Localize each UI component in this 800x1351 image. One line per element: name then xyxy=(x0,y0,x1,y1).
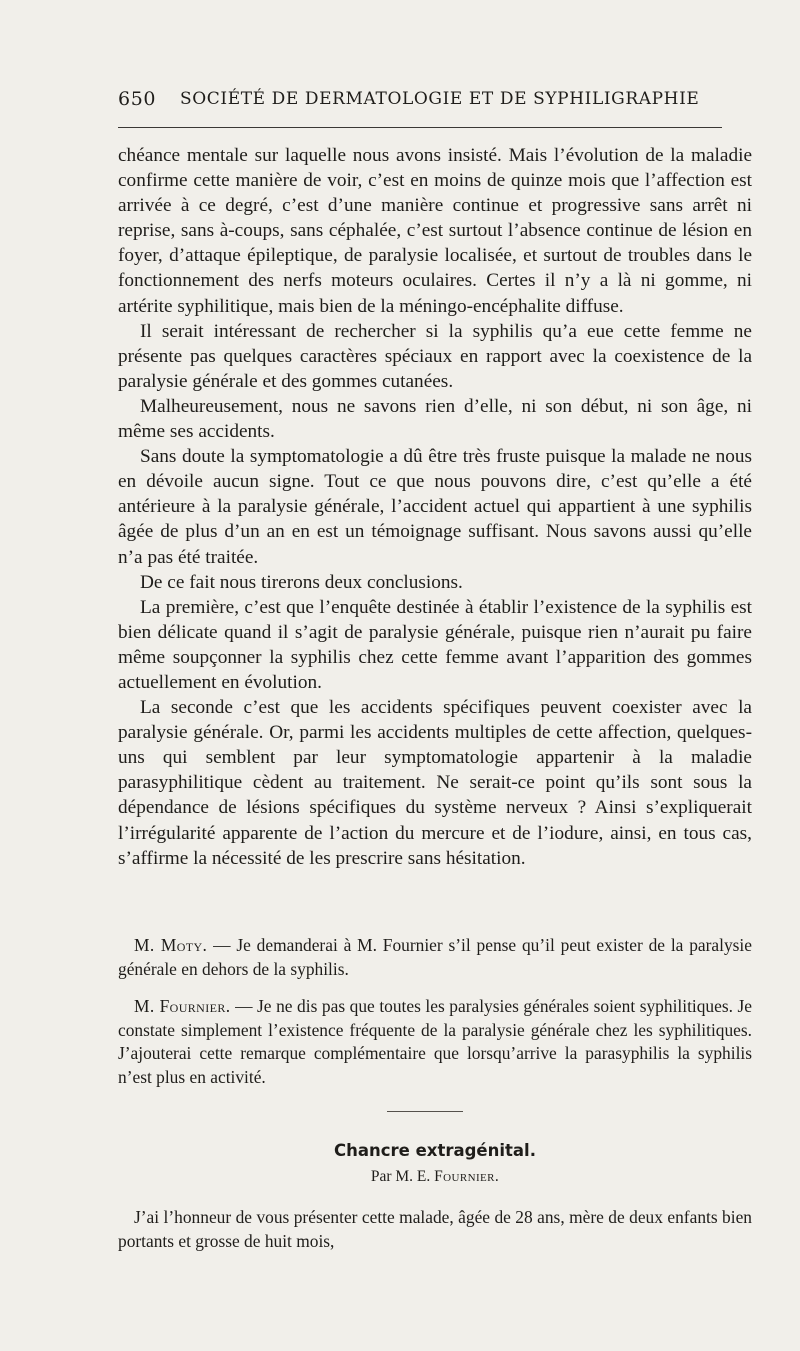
running-title: SOCIÉTÉ DE DERMATOLOGIE ET DE SYPHILIGRAPHIE xyxy=(180,89,700,109)
paragraph: La première, c’est que l’enquête destinée à établir l’existence de la syphilis est bien délicate quand il s’agit de paralysie générale, puisque rien n’aurait pu faire même soupçonner la syphilis chez cette femme avant l’apparition des gommes actuellement en évolution. xyxy=(118,596,752,693)
main-text xyxy=(118,143,752,871)
paragraph: La seconde c’est que les accidents spécifiques peuvent coexister avec la paralysie générale. Or, parmi les accidents multiples de cette affection, quelques-uns qui semblent par leur symptomatologie appartenir à la maladie parasyphilitique cèdent au traitement. Ne serait-ce point qu’ils sont sous la dépendance de lésions spécifiques du système nerveux ? Ainsi s’expliquerait l’irrégularité apparente de l’action du mercure et de l’iodure, ainsi, en tous cas, s’affirme la nécessité de les prescrire sans hésitation. xyxy=(118,697,752,869)
discussion-entry xyxy=(118,995,752,1089)
paragraph: Sans doute la symptomatologie a dû être très fruste puisque la malade ne nous en dévoile aucun signe. Tout ce que nous pouvons dire, c’est qu’elle a été antérieure à la paralysie générale, l’accident actuel qui appartient à une syphilis âgée de plus d’un an en est un témoignage suffisant. Nous savons aussi qu’elle n’a pas été traitée. xyxy=(118,446,752,568)
header-rule xyxy=(118,127,722,128)
article-byline xyxy=(118,1168,752,1186)
section-divider xyxy=(387,1111,463,1112)
speaker-name: M. Moty. xyxy=(134,935,208,955)
byline-author: Fournier. xyxy=(434,1168,500,1185)
discussion xyxy=(118,934,752,1103)
article-title: Chancre extragénital. xyxy=(334,1141,536,1160)
speaker-remark: — Je demanderai à M. Fournier s’il pense qu’il peut exister de la paralysie générale en dehors de la syphilis. xyxy=(118,935,752,979)
paragraph: Il serait intéressant de rechercher si la syphilis qu’a eue cette femme ne présente pas quelques caractères spéciaux en rapport avec la coexistence de la paralysie générale et des gommes cutanées. xyxy=(118,320,752,392)
page-number: 650 xyxy=(118,88,157,110)
paragraph: Malheureusement, nous ne savons rien d’elle, ni son début, ni son âge, ni même ses accidents. xyxy=(118,395,752,443)
speaker-remark: — Je ne dis pas que toutes les paralysies générales soient syphilitiques. Je constate simplement l’existence fréquente de la paralysie générale chez les syphilitiques. J’ajouterai cette remarque complémentaire que lorsqu’arrive la parasyphilis la syphilis n’est plus en activité. xyxy=(118,996,753,1087)
article-intro xyxy=(118,1206,752,1253)
discussion-entry xyxy=(118,934,752,981)
speaker-name: M. Fournier. xyxy=(134,996,231,1016)
paragraph: J’ai l’honneur de vous présenter cette malade, âgée de 28 ans, mère de deux enfants bien portants et grosse de huit mois, xyxy=(118,1207,752,1251)
page-header xyxy=(118,88,722,114)
byline-prefix: Par M. E. xyxy=(370,1168,435,1185)
paragraph: De ce fait nous tirerons deux conclusions. xyxy=(140,571,463,593)
paragraph: chéance mentale sur laquelle nous avons insisté. Mais l’évolution de la maladie confirme cette manière de voir, c’est en moins de quinze mois que l’affection est arrivée à ce degré, c’est d’une manière continue et progressive sans arrêt ni reprise, sans à-coups, sans céphalée, c’est surtout l’absence continue de lésion en foyer, d’attaque épileptique, de paralysie localisée, et surtout de troubles dans le fonctionnement des nerfs moteurs oculaires. Certes il n’y a là ni gomme, ni artérite syphilitique, mais bien de la méningo-encéphalite diffuse. xyxy=(118,145,752,317)
